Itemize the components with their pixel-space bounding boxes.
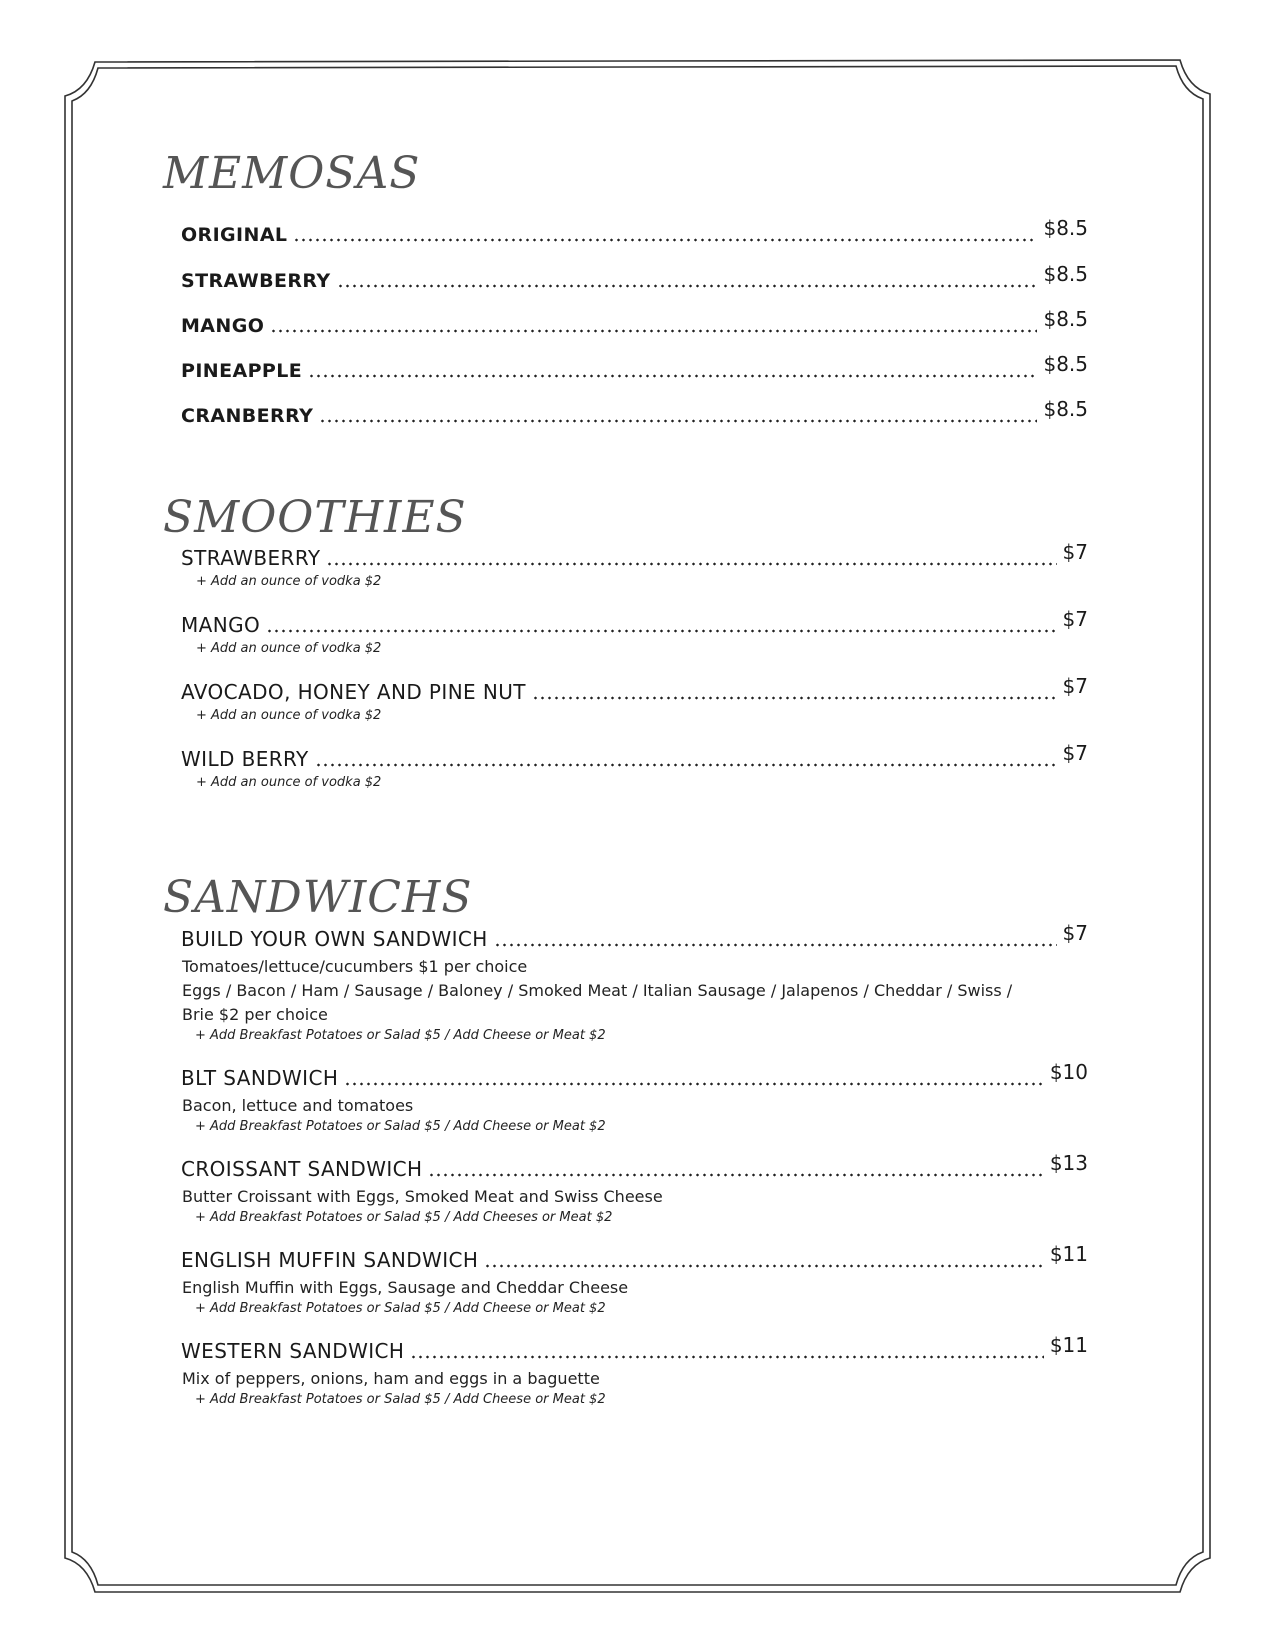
menu-item-row: [181, 1333, 1088, 1365]
menu-item-name: ORIGINAL: [181, 224, 288, 246]
dot-leader: [337, 284, 1038, 288]
menu-item-addon: + Add an ounce of vodka $2: [196, 641, 382, 656]
section-title-sandwichs: SANDWICHS: [163, 872, 473, 923]
menu-item-name: BLT SANDWICH: [181, 1066, 339, 1090]
menu-item-row: [181, 352, 1088, 384]
menu-item-price: $7: [1062, 741, 1088, 765]
menu-item-row: [181, 307, 1088, 339]
section-title-smoothies: SMOOTHIES: [163, 492, 467, 543]
menu-item-description: Tomatoes/lettuce/cucumbers $1 per choice: [182, 957, 528, 976]
menu-item-addon: + Add an ounce of vodka $2: [196, 775, 382, 790]
menu-item-price: $8.5: [1043, 262, 1088, 286]
menu-item-row: [181, 1151, 1088, 1183]
menu-item-row: [181, 1060, 1088, 1092]
menu-item-description: Mix of peppers, onions, ham and eggs in a baguette: [182, 1369, 600, 1388]
dot-leader: [484, 1264, 1043, 1268]
dot-leader: [344, 1082, 1044, 1086]
menu-item-addon: + Add Breakfast Potatoes or Salad $5 / Add Cheese or Meat $2: [195, 1119, 606, 1134]
menu-item-addon: + Add an ounce of vodka $2: [196, 574, 382, 589]
menu-item-row: [181, 216, 1088, 248]
menu-item-description: Brie $2 per choice: [182, 1005, 328, 1024]
menu-item-description: English Muffin with Eggs, Sausage and Cheddar Cheese: [182, 1278, 629, 1297]
menu-item-name: WESTERN SANDWICH: [181, 1339, 405, 1363]
menu-item-name: AVOCADO, HONEY AND PINE NUT: [181, 680, 526, 704]
menu-item-description: Bacon, lettuce and tomatoes: [182, 1096, 414, 1115]
menu-item-price: $7: [1062, 921, 1088, 945]
menu-item-description: Eggs / Bacon / Ham / Sausage / Baloney / Smoked Meat / Italian Sausage / Jalapenos / Cheddar / Swiss /: [182, 981, 1013, 1000]
menu-item-row: [181, 262, 1088, 294]
section-title-memosas: MEMOSAS: [163, 148, 421, 199]
menu-item-name: MANGO: [181, 613, 261, 637]
menu-item-addon: + Add Breakfast Potatoes or Salad $5 / Add Cheese or Meat $2: [195, 1301, 606, 1316]
menu-item-row: [181, 397, 1088, 429]
dot-leader: [428, 1173, 1043, 1177]
dot-leader: [315, 763, 1057, 767]
menu-item-price: $8.5: [1043, 352, 1088, 376]
dot-leader: [266, 629, 1056, 633]
menu-item-price: $8.5: [1043, 307, 1088, 331]
menu-item-name: CROISSANT SANDWICH: [181, 1157, 423, 1181]
dot-leader: [308, 374, 1037, 378]
menu-item-addon: + Add Breakfast Potatoes or Salad $5 / Add Cheeses or Meat $2: [195, 1210, 613, 1225]
dot-leader: [494, 943, 1057, 947]
menu-item-row: [181, 1242, 1088, 1274]
menu-item-row: [181, 921, 1088, 953]
menu-item-name: CRANBERRY: [181, 405, 314, 427]
menu-item-price: $11: [1049, 1242, 1088, 1266]
menu-item-price: $13: [1049, 1151, 1088, 1175]
menu-item-name: WILD BERRY: [181, 747, 309, 771]
menu-item-price: $7: [1062, 607, 1088, 631]
dot-leader: [293, 238, 1037, 242]
menu-item-description: Butter Croissant with Eggs, Smoked Meat and Swiss Cheese: [182, 1187, 663, 1206]
menu-item-row: [181, 540, 1088, 572]
dot-leader: [270, 329, 1037, 333]
menu-item-price: $10: [1049, 1060, 1088, 1084]
dot-leader: [532, 696, 1057, 700]
menu-item-row: [181, 607, 1088, 639]
dot-leader: [326, 562, 1056, 566]
menu-item-name: PINEAPPLE: [181, 360, 303, 382]
menu-item-price: $7: [1062, 674, 1088, 698]
menu-item-name: BUILD YOUR OWN SANDWICH: [181, 927, 488, 951]
menu-item-addon: + Add an ounce of vodka $2: [196, 708, 382, 723]
menu-item-row: [181, 674, 1088, 706]
menu-item-addon: + Add Breakfast Potatoes or Salad $5 / Add Cheese or Meat $2: [195, 1028, 606, 1043]
menu-item-addon: + Add Breakfast Potatoes or Salad $5 / Add Cheese or Meat $2: [195, 1392, 606, 1407]
dot-leader: [319, 419, 1037, 423]
menu-item-name: ENGLISH MUFFIN SANDWICH: [181, 1248, 479, 1272]
dot-leader: [410, 1355, 1043, 1359]
menu-item-row: [181, 741, 1088, 773]
menu-item-price: $7: [1062, 540, 1088, 564]
menu-item-price: $8.5: [1043, 397, 1088, 421]
menu-item-price: $11: [1049, 1333, 1088, 1357]
menu-item-name: MANGO: [181, 315, 265, 337]
menu-item-name: STRAWBERRY: [181, 270, 331, 292]
menu-item-name: STRAWBERRY: [181, 546, 321, 570]
menu-item-price: $8.5: [1043, 216, 1088, 240]
